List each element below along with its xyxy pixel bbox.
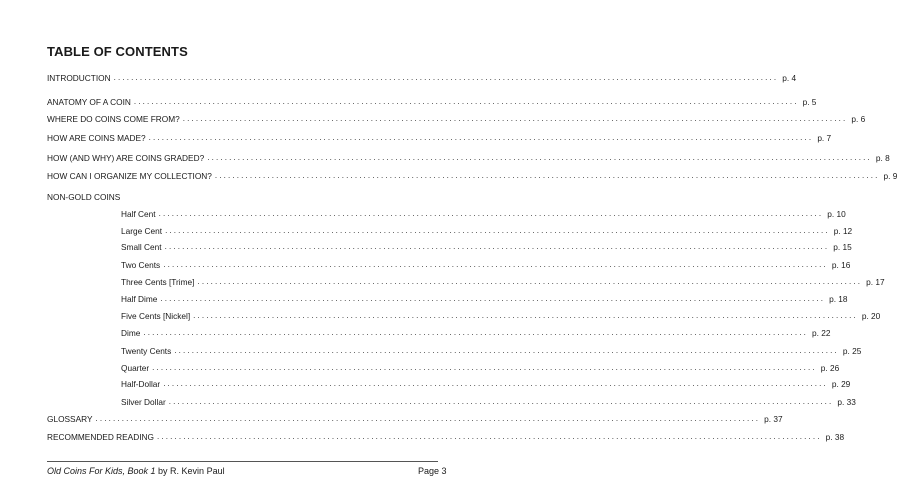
toc-entry-label: GLOSSARY bbox=[47, 414, 93, 424]
toc-page-number: p. 16 bbox=[831, 260, 851, 270]
toc-page-number: p. 22 bbox=[812, 328, 831, 338]
footer-credit bbox=[47, 466, 225, 476]
dot-leader: ........................................................................................................................................................ bbox=[193, 311, 858, 320]
toc-page-number: p. 26 bbox=[820, 363, 840, 373]
toc-entry-label: Half Cent bbox=[121, 209, 156, 219]
dot-leader: ........................................................................................................................................................ bbox=[207, 153, 872, 162]
toc-entry[interactable] bbox=[47, 71, 797, 85]
author-credit: by R. Kevin Paul bbox=[155, 466, 225, 476]
toc-entry[interactable] bbox=[47, 430, 845, 444]
toc-page-number: p. 12 bbox=[833, 226, 853, 236]
toc-entry-label: Quarter bbox=[121, 363, 150, 373]
toc-entry[interactable] bbox=[47, 112, 866, 126]
toc-page-number: p. 25 bbox=[842, 346, 862, 356]
toc-entry-label: Three Cents [Trime] bbox=[121, 277, 195, 287]
toc-page-number: p. 37 bbox=[764, 414, 783, 424]
toc-entry-label: Two Cents bbox=[121, 260, 161, 270]
toc-page-number: p. 5 bbox=[802, 97, 817, 107]
toc-entry-label: RECOMMENDED READING bbox=[47, 432, 154, 442]
page-title: TABLE OF CONTENTS bbox=[47, 44, 188, 59]
toc-entry-label: HOW CAN I ORGANIZE MY COLLECTION? bbox=[47, 171, 212, 181]
toc-subentry[interactable] bbox=[121, 309, 881, 323]
toc-entry-label: HOW ARE COINS MADE? bbox=[47, 133, 146, 143]
toc-entry[interactable] bbox=[47, 169, 897, 183]
footer-divider bbox=[47, 461, 438, 462]
toc-page-number: p. 38 bbox=[825, 432, 845, 442]
dot-leader: ........................................................................................................................................................ bbox=[163, 379, 828, 388]
dot-leader: ........................................................................................................................................................ bbox=[182, 114, 848, 123]
dot-leader: ........................................................................................................................................................ bbox=[164, 242, 830, 251]
toc-page-number: p. 33 bbox=[837, 397, 856, 407]
book-title: Old Coins For Kids, Book 1 bbox=[47, 466, 156, 476]
toc-entry[interactable] bbox=[47, 95, 817, 109]
dot-leader: ........................................................................................................................................................ bbox=[95, 414, 761, 423]
dot-leader: ........................................................................................................................................................ bbox=[158, 209, 824, 218]
toc-subentry[interactable] bbox=[121, 361, 840, 375]
toc-entry-label: WHERE DO COINS COME FROM? bbox=[47, 114, 180, 124]
dot-leader: ........................................................................................................................................................ bbox=[156, 432, 822, 441]
dot-leader: ........................................................................................................................................................ bbox=[148, 133, 814, 142]
dot-leader: ........................................................................................................................................................ bbox=[197, 277, 863, 286]
toc-subentry[interactable] bbox=[121, 275, 885, 289]
toc-page-number: p. 20 bbox=[861, 311, 881, 321]
toc-entry-label: Half-Dollar bbox=[121, 379, 161, 389]
toc-entry-label: ANATOMY OF A COIN bbox=[47, 97, 131, 107]
toc-entry[interactable] bbox=[47, 131, 832, 145]
toc-entry-label: Half Dime bbox=[121, 294, 158, 304]
toc-page-number: p. 9 bbox=[883, 171, 897, 181]
toc-entry-label: Small Cent bbox=[121, 242, 162, 252]
toc-page-number: p. 4 bbox=[782, 73, 797, 83]
toc-page-number: p. 18 bbox=[829, 294, 848, 304]
toc-entry-label: Dime bbox=[121, 328, 141, 338]
toc-subentry[interactable] bbox=[121, 395, 856, 409]
page-number: Page 3 bbox=[418, 466, 447, 476]
dot-leader: ........................................................................................................................................................ bbox=[133, 97, 799, 106]
toc-page-number: p. 29 bbox=[831, 379, 851, 389]
toc-page-number: p. 17 bbox=[866, 277, 885, 287]
toc-entry-label: Five Cents [Nickel] bbox=[121, 311, 191, 321]
dot-leader: ........................................................................................................................................................ bbox=[113, 73, 779, 82]
section-heading: NON-GOLD COINS bbox=[47, 192, 121, 202]
toc-subentry[interactable] bbox=[121, 326, 831, 340]
dot-leader: ........................................................................................................................................................ bbox=[165, 226, 830, 235]
toc-subentry[interactable] bbox=[121, 377, 851, 391]
dot-leader: ........................................................................................................................................................ bbox=[160, 294, 826, 303]
toc-entry-label: Twenty Cents bbox=[121, 346, 172, 356]
toc-subentry[interactable] bbox=[121, 258, 851, 272]
toc-page-number: p. 10 bbox=[827, 209, 846, 219]
dot-leader: ........................................................................................................................................................ bbox=[143, 328, 809, 337]
toc-page-number: p. 15 bbox=[833, 242, 852, 252]
toc-entry-label: Silver Dollar bbox=[121, 397, 166, 407]
toc-entry-label: Large Cent bbox=[121, 226, 163, 236]
dot-leader: ........................................................................................................................................................ bbox=[152, 363, 817, 372]
toc-subentry[interactable] bbox=[121, 240, 852, 254]
dot-leader: ........................................................................................................................................................ bbox=[163, 260, 828, 269]
toc-subentry[interactable] bbox=[121, 344, 862, 358]
dot-leader: ........................................................................................................................................................ bbox=[214, 171, 880, 180]
toc-page-number: p. 7 bbox=[817, 133, 832, 143]
dot-leader: ........................................................................................................................................................ bbox=[174, 346, 839, 355]
toc-page-number: p. 6 bbox=[851, 114, 866, 124]
dot-leader: ........................................................................................................................................................ bbox=[168, 397, 834, 406]
toc-entry[interactable] bbox=[47, 412, 783, 426]
toc-entry-label: INTRODUCTION bbox=[47, 73, 111, 83]
toc-subentry[interactable] bbox=[121, 224, 853, 238]
toc-subentry[interactable] bbox=[121, 207, 846, 221]
toc-entry[interactable] bbox=[47, 151, 890, 165]
toc-page-number: p. 8 bbox=[875, 153, 890, 163]
toc-entry-label: HOW (AND WHY) ARE COINS GRADED? bbox=[47, 153, 205, 163]
toc-subentry[interactable] bbox=[121, 292, 848, 306]
